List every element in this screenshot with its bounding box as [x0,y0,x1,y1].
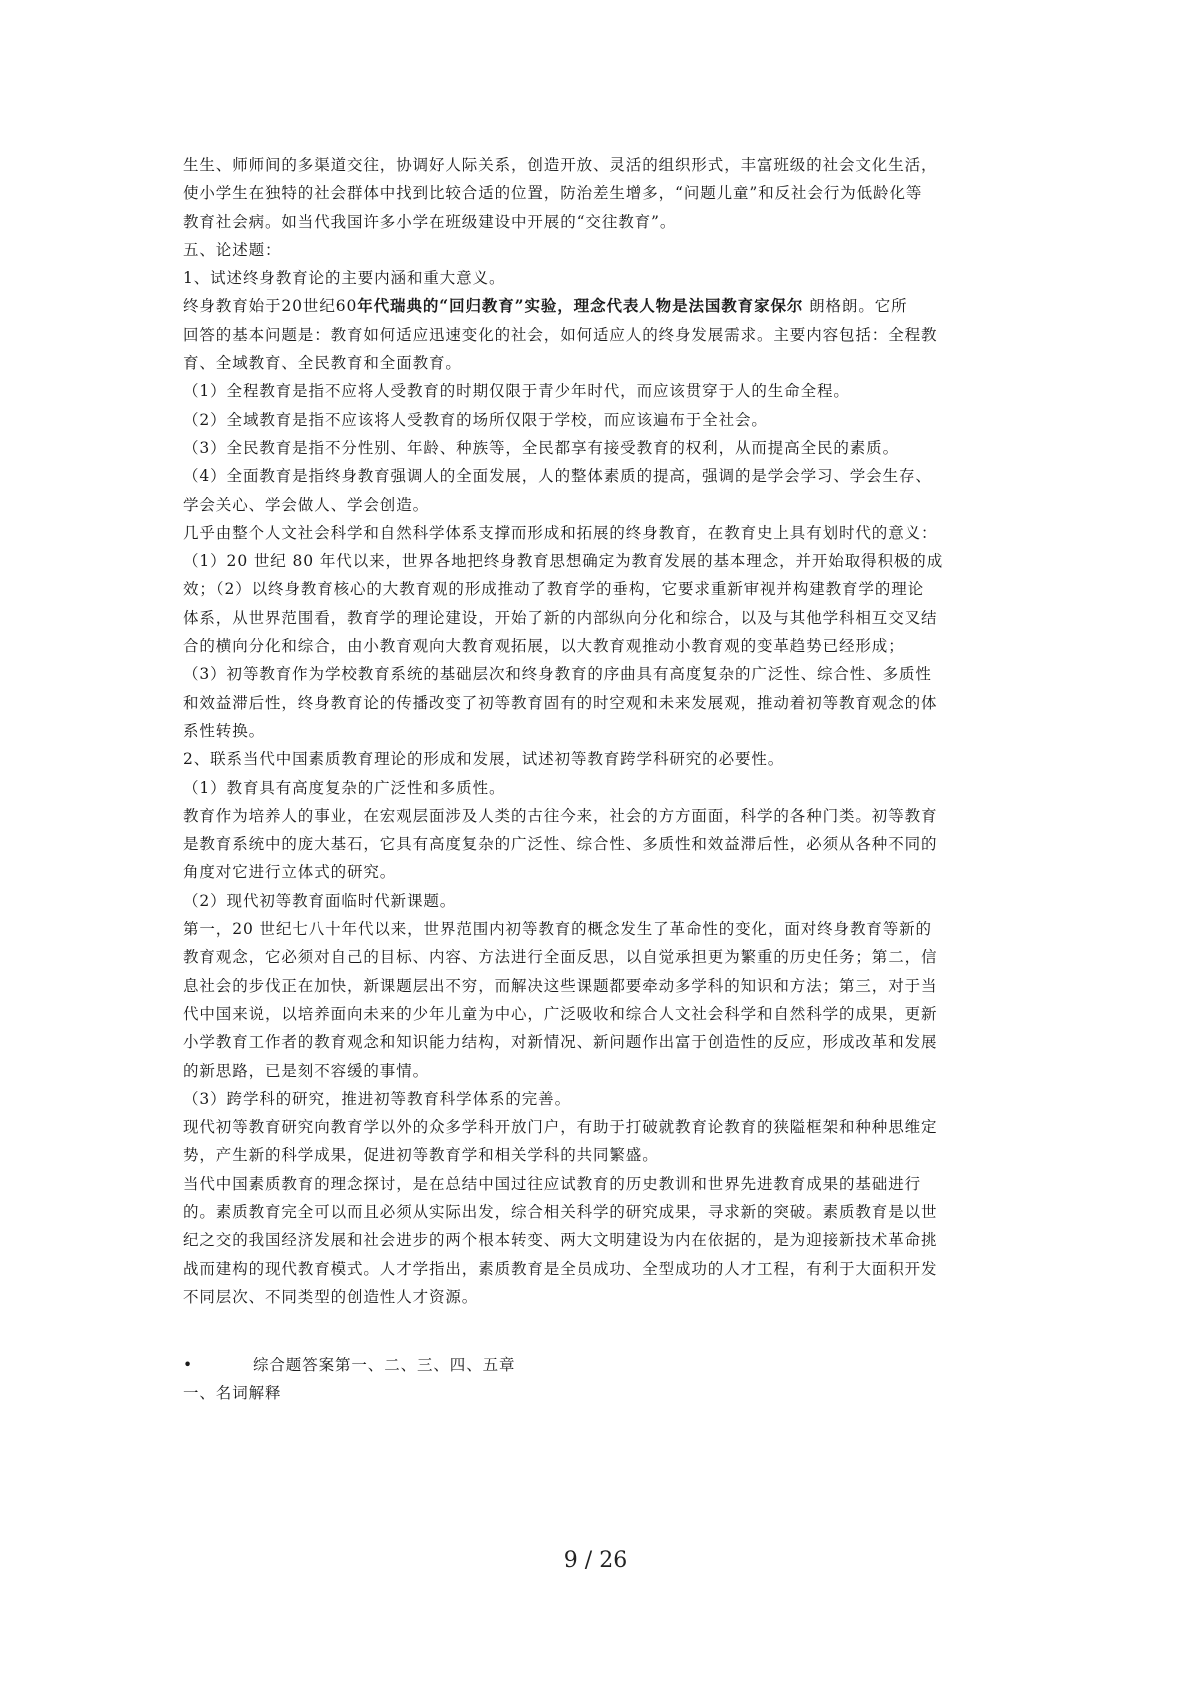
paragraph-line: 体系，从世界范围看，教育学的理论建设，开始了新的内部纵向分化和综合，以及与其他学科相互交叉结 [183,608,938,627]
paragraph-line: 学会关心、学会做人、学会创造。 [183,495,430,514]
list-item: （2）现代初等教育面临时代新课题。 [183,891,457,910]
paragraph-line [183,292,1023,320]
spacer [183,1311,1023,1351]
list-item: （4）全面教育是指终身教育强调人的全面发展，人的整体素质的提高，强调的是学会学习、学会生存、 [183,467,932,486]
paragraph-line: 教育社会病。如当代我国许多小学在班级建设中开展的“交往教育”。 [183,212,677,231]
paragraph-line: 是教育系统中的庞大基石，它具有高度复杂的广泛性、综合性、多质性和效益滞后性，必须从各种不同的 [183,835,938,854]
paragraph-line: 代中国来说，以培养面向未来的少年儿童为中心，广泛吸收和综合人文社会科学和自然科学的成果，更新 [183,1004,938,1023]
list-item: （3）跨学科的研究，推进初等教育科学体系的完善。 [183,1089,571,1108]
paragraph-line: 回答的基本问题是：教育如何适应迅速变化的社会，如何适应人的终身发展需求。主要内容包括：全程教 [183,325,938,344]
paragraph-line: 第一，20 世纪七八十年代以来，世界范围内初等教育的概念发生了革命性的变化，面对终身教育等新的 [183,920,932,939]
text-run: 朗格朗。它所 [803,297,908,316]
paragraph-line: 战而建构的现代教育模式。人才学指出，素质教育是全员成功、全型成功的人才工程，有利于大面积开发 [183,1259,938,1278]
text-run: 终身教育始于20世纪60 [183,297,358,316]
paragraph-line: 使小学生在独特的社会群体中找到比较合适的位置，防治差生增多，“问题儿童”和反社会行为低龄化等 [183,184,923,203]
bullet-icon: • [183,1356,194,1375]
paragraph-line: 生生、师师间的多渠道交往，协调好人际关系，创造开放、灵活的组织形式，丰富班级的社会文化生活， [183,156,938,174]
paragraph-line: 合的横向分化和综合，由小教育观向大教育观拓展，以大教育观推动小教育观的变革趋势已经形成； [183,637,905,656]
paragraph-line: 的。素质教育完全可以而且必须从实际出发，综合相关科学的研究成果，寻求新的突破。素质教育是以世 [183,1202,938,1221]
paragraph-line: 的新思路，已是刻不容缓的事情。 [183,1061,430,1080]
paragraph-line: 当代中国素质教育的理念探讨，是在总结中国过往应试教育的历史教训和世界先进教育成果的基础进行 [183,1174,922,1193]
paragraph-line: 小学教育工作者的教育观念和知识能力结构，对新情况、新问题作出富于创造性的反应，形成改革和发展 [183,1033,938,1052]
list-item: （3）全民教育是指不分性别、年龄、种族等，全民都享有接受教育的权利，从而提高全民的素质。 [183,438,899,457]
list-item: （2）全域教育是指不应该将人受教育的场所仅限于学校，而应该遍布于全社会。 [183,410,768,429]
document-body [183,151,1023,1408]
paragraph-line: 教育观念，它必须对自己的目标、内容、方法进行全面反思，以自觉承担更为繁重的历史任务；第二，信 [183,948,938,967]
list-item: （1）教育具有高度复杂的广泛性和多质性。 [183,778,506,797]
paragraph-line: 纪之交的我国经济发展和社会进步的两个根本转变、两大文明建设为内在依据的，是为迎接新技术革命挑 [183,1231,938,1250]
page-number: 9 / 26 [563,1548,628,1573]
paragraph-line: 角度对它进行立体式的研究。 [183,863,397,882]
paragraph-line: 育、全域教育、全民教育和全面教育。 [183,354,462,373]
section-heading: 五、论述题： [183,240,282,259]
list-item: （1）20 世纪 80 年代以来，世界各地把终身教育思想确定为教育发展的基本理念，并开始取得积极的成 [183,552,944,571]
bullet-text: 综合题答案第一、二、三、四、五章 [253,1356,516,1375]
bold-text-run: 年代瑞典的“回归教育”实验，理念代表人物是法国教育家保尔 [357,296,804,316]
paragraph-line: 势，产生新的科学成果，促进初等教育学和相关学科的共同繁盛。 [183,1146,659,1165]
paragraph-line: 现代初等教育研究向教育学以外的众多学科开放门户，有助于打破就教育论教育的狭隘框架和种种思维定 [183,1118,938,1137]
question-heading: 1、试述终身教育论的主要内涵和重大意义。 [183,269,506,288]
paragraph-line: 和效益滞后性，终身教育论的传播改变了初等教育固有的时空观和未来发展观，推动着初等教育观念的体 [183,693,938,712]
section-heading: 一、名词解释 [183,1384,282,1403]
bullet-item [183,1351,1023,1379]
paragraph-line: 息社会的步伐正在加快，新课题层出不穷，而解决这些课题都要牵动多学科的知识和方法；第三，对于当 [183,976,938,995]
paragraph-line: 系性转换。 [183,721,266,740]
paragraph-line: 教育作为培养人的事业，在宏观层面涉及人类的古往今来，社会的方方面面，科学的各种门类。初等教育 [183,806,938,825]
paragraph-line: 效；（2）以终身教育核心的大教育观的形成推动了教育学的垂构，它要求重新审视并构建教育学的理论 [183,580,925,599]
question-heading: 2、联系当代中国素质教育理论的形成和发展，试述初等教育跨学科研究的必要性。 [183,750,785,769]
paragraph-line: 不同层次、不同类型的创造性人才资源。 [183,1287,479,1306]
list-item: （1）全程教育是指不应将人受教育的时期仅限于青少年时代，而应该贯穿于人的生命全程。 [183,382,850,401]
paragraph-line: 几乎由整个人文社会科学和自然科学体系支撑而形成和拓展的终身教育，在教育史上具有划时代的意义： [183,523,938,542]
list-item: （3）初等教育作为学校教育系统的基础层次和终身教育的序曲具有高度复杂的广泛性、综合性、多质性 [183,665,932,684]
